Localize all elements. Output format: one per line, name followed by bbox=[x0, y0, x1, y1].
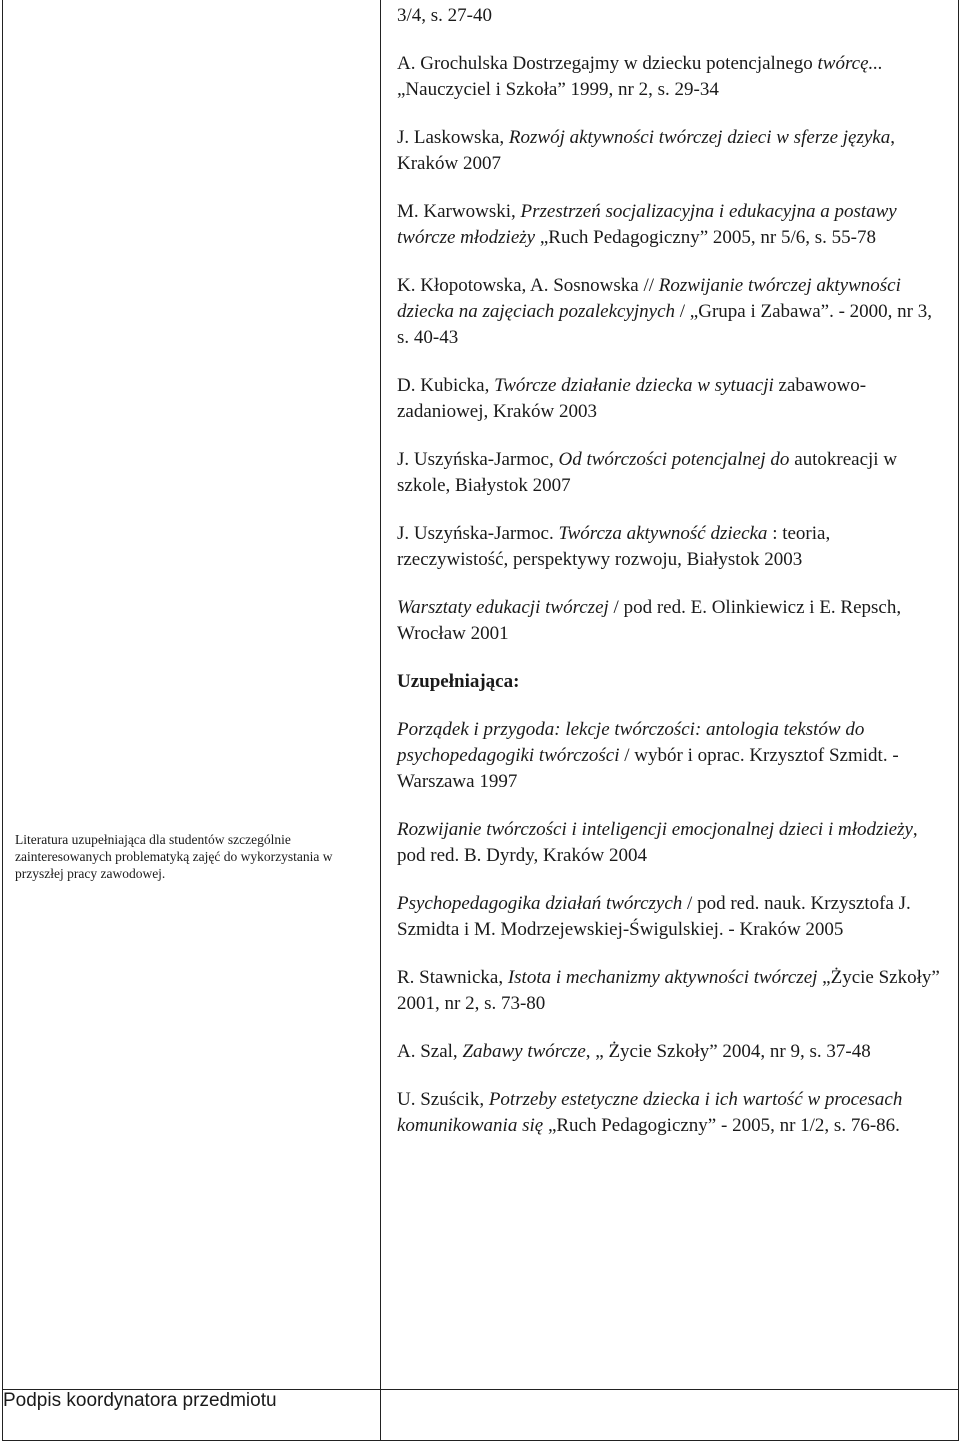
bibliography-cell bbox=[381, 0, 959, 1390]
entry-publication: zabawowo-zadaniowej, Kraków 2003 bbox=[397, 375, 867, 422]
supplementary-note: Literatura uzupełniająca dla studentów szczególnie zainteresowanych problematyką zajęć do wykorzystania w przyszłej pracy zawodowej. bbox=[15, 832, 333, 881]
bibliography-entry bbox=[397, 51, 946, 103]
entry-author: A. Grochulska Dostrzegajmy w dziecku potencjalnego bbox=[397, 53, 818, 74]
entry-author: J. Laskowska, bbox=[397, 127, 509, 148]
bibliography-entry bbox=[397, 3, 946, 29]
entry-author: K. Kłopotowska, A. Sosnowska // bbox=[397, 275, 659, 296]
entry-publication: „Nauczyciel i Szkoła” 1999, nr 2, s. 29-34 bbox=[397, 79, 719, 100]
entry-title: Twórcze działanie dziecka w sytuacji bbox=[494, 375, 774, 396]
required-literature bbox=[397, 3, 946, 647]
bibliography-entry bbox=[397, 717, 946, 795]
bibliography-entry bbox=[397, 447, 946, 499]
supplementary-heading: Uzupełniająca: bbox=[397, 671, 520, 692]
entry-title: Zabawy twórcze bbox=[462, 1041, 586, 1062]
entry-title: Istota i mechanizmy aktywności twórczej bbox=[507, 967, 818, 988]
entry-title: Od twórczości potencjalnej do bbox=[558, 449, 790, 470]
entry-title: Warsztaty edukacji twórczej bbox=[397, 597, 609, 618]
entry-publication: „Życie Szkoły” 2001, nr 2, s. 73-80 bbox=[397, 967, 940, 1014]
bibliography-entry bbox=[397, 891, 946, 943]
entry-title: Rozwój aktywności twórczej dzieci w sferze języka bbox=[508, 127, 891, 148]
entry-publication: / wybór i oprac. Krzysztof Szmidt. - Warszawa 1997 bbox=[397, 745, 899, 792]
supplementary-literature bbox=[397, 717, 946, 1139]
entry-title: Rozwijanie twórczości i inteligencji emocjonalnej dzieci i młodzieży bbox=[397, 819, 913, 840]
entry-author: R. Stawnicka, bbox=[397, 967, 508, 988]
entry-author: A. Szal, bbox=[397, 1041, 463, 1062]
signature-field bbox=[381, 1390, 959, 1441]
entry-title: Rozwijanie twórczej aktywności dziecka na zajęciach pozalekcyjnych bbox=[397, 275, 901, 322]
bibliography-entry bbox=[397, 199, 946, 251]
left-column-cell bbox=[3, 0, 381, 1390]
entry-publication: : teoria, rzeczywistość, perspektywy rozwoju, Białystok 2003 bbox=[397, 523, 831, 570]
bibliography-entry bbox=[397, 273, 946, 351]
document-table bbox=[2, 0, 959, 1441]
bibliography-entry bbox=[397, 521, 946, 573]
entry-author: 3/4, s. 27-40 bbox=[397, 5, 492, 26]
bibliography-entry bbox=[397, 965, 946, 1017]
entry-title: Porządek i przygoda: lekcje twórczości: antologia tekstów do psychopedagogiki twórczości bbox=[397, 719, 865, 766]
bibliography-entry bbox=[397, 1039, 946, 1065]
entry-author: J. Uszyńska-Jarmoc, bbox=[397, 449, 559, 470]
entry-author: J. Uszyńska-Jarmoc. bbox=[397, 523, 559, 544]
entry-author: D. Kubicka, bbox=[397, 375, 495, 396]
entry-publication: , „ Życie Szkoły” 2004, nr 9, s. 37-48 bbox=[585, 1041, 871, 1062]
bibliography-list bbox=[381, 0, 958, 1139]
entry-title: Psychopedagogika działań twórczych bbox=[397, 893, 683, 914]
entry-title: Przestrzeń socjalizacyjna i edukacyjna a postawy twórcze młodzieży bbox=[397, 201, 897, 248]
entry-publication: / pod red. E. Olinkiewicz i E. Repsch, Wrocław 2001 bbox=[397, 597, 902, 644]
bibliography-entry bbox=[397, 817, 946, 869]
bibliography-entry bbox=[397, 1087, 946, 1139]
bibliography-entry bbox=[397, 595, 946, 647]
entry-publication: / pod red. nauk. Krzysztofa J. Szmidta i M. Modrzejewskiej-Świgulskiej. - Kraków 2005 bbox=[397, 893, 911, 940]
entry-publication: , pod red. B. Dyrdy, Kraków 2004 bbox=[397, 819, 918, 866]
signature-label: Podpis koordynatora przedmiotu bbox=[3, 1390, 381, 1441]
entry-publication: autokreacji w szkole, Białystok 2007 bbox=[397, 449, 898, 496]
entry-publication: , Kraków 2007 bbox=[397, 127, 895, 174]
entry-author: U. Szuścik, bbox=[397, 1089, 489, 1110]
entry-title: Potrzeby estetyczne dziecka i ich wartość w procesach komunikowania się bbox=[397, 1089, 903, 1136]
entry-author: M. Karwowski, bbox=[397, 201, 521, 222]
entry-title: Twórcza aktywność dziecka bbox=[558, 523, 768, 544]
entry-title: twórcę... bbox=[817, 53, 883, 74]
entry-publication: „Ruch Pedagogiczny” 2005, nr 5/6, s. 55-78 bbox=[535, 227, 876, 248]
bibliography-entry bbox=[397, 373, 946, 425]
entry-publication: „Ruch Pedagogiczny” - 2005, nr 1/2, s. 76-86. bbox=[543, 1115, 900, 1136]
bibliography-entry bbox=[397, 125, 946, 177]
entry-publication: / „Grupa i Zabawa”. - 2000, nr 3, s. 40-43 bbox=[397, 301, 932, 348]
